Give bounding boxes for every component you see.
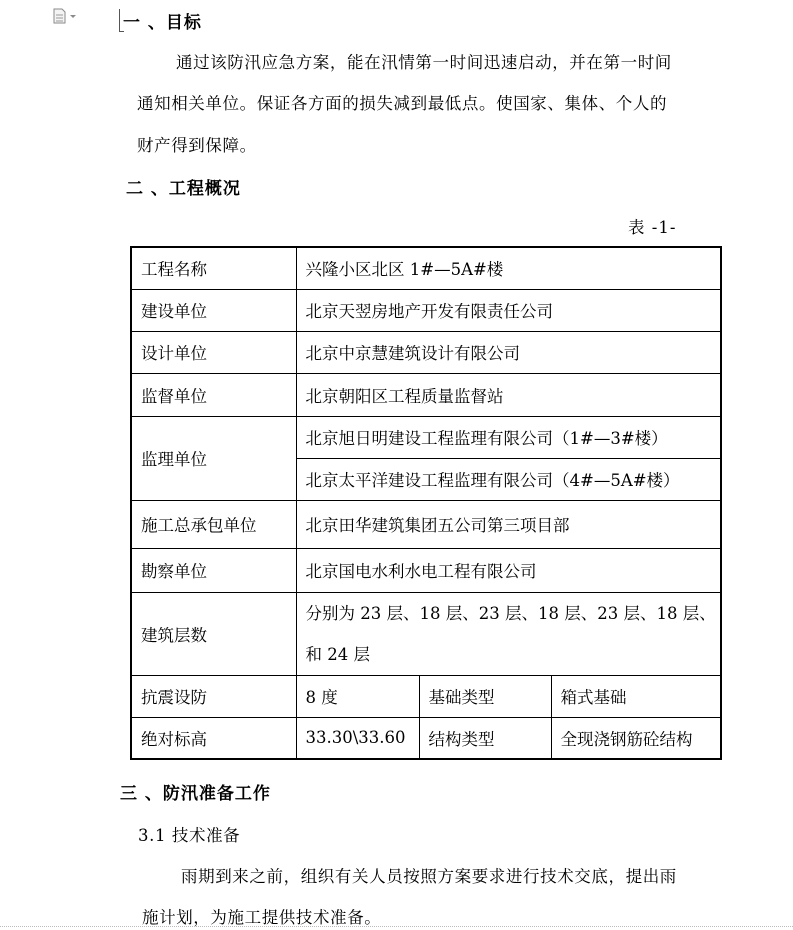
page-bottom-rule: [0, 926, 793, 928]
document-menu-icon[interactable]: [53, 8, 79, 24]
label-supervision-unit: 监理单位: [131, 416, 296, 500]
value-structure-type: 全现浇钢筋砼结构: [551, 717, 721, 759]
table-row: [131, 592, 721, 675]
project-overview-table: [130, 246, 722, 760]
table-row: [131, 247, 721, 289]
label-designer: 设计单位: [131, 331, 296, 373]
value-survey-unit: 北京国电水利水电工程有限公司: [296, 548, 721, 592]
label-floors: 建筑层数: [131, 592, 296, 675]
value-absolute-elevation: 33.30\33.60: [296, 717, 419, 759]
label-seismic: 抗震设防: [131, 675, 296, 717]
label-foundation-type: 基础类型: [419, 675, 551, 717]
value-designer: 北京中京慧建筑设计有限公司: [296, 331, 721, 373]
section-3-1-title: 3.1 技术准备: [138, 826, 241, 845]
table-caption: 表 -1-: [628, 218, 677, 237]
value-project-name: 兴隆小区北区 1#—5A#楼: [296, 247, 721, 289]
table-row: [131, 373, 721, 416]
label-structure-type: 结构类型: [419, 717, 551, 759]
label-project-name: 工程名称: [131, 247, 296, 289]
label-general-contractor: 施工总承包单位: [131, 500, 296, 548]
label-supervisor-station: 监督单位: [131, 373, 296, 416]
value-floors: [296, 592, 721, 675]
label-absolute-elevation: 绝对标高: [131, 717, 296, 759]
table-row: [131, 289, 721, 331]
value-floors-line-1: 分别为 23 层、18 层、23 层、18 层、23 层、18 层、: [305, 603, 716, 623]
section-1-para-line-3: 财产得到保障。: [137, 136, 257, 155]
section-2-title: 二 、工程概况: [126, 179, 241, 199]
section-1-para-line-1: 通过该防汛应急方案，能在汛情第一时间迅速启动，并在第一时间: [176, 53, 672, 72]
table-row: [131, 331, 721, 373]
table-row: [131, 500, 721, 548]
table-row: [131, 717, 721, 759]
value-supervisor-station: 北京朝阳区工程质量监督站: [296, 373, 721, 416]
label-developer: 建设单位: [131, 289, 296, 331]
value-supervision-unit-1: 北京旭日明建设工程监理有限公司（1#—3#楼）: [296, 416, 721, 458]
section-1-title: 一 、目标: [123, 13, 202, 33]
table-row: [131, 675, 721, 717]
value-seismic: 8 度: [296, 675, 419, 717]
label-survey-unit: 勘察单位: [131, 548, 296, 592]
value-floors-line-2: 和 24 层: [305, 644, 370, 664]
section-3-title: 三 、防汛准备工作: [120, 784, 271, 804]
value-developer: 北京天翌房地产开发有限责任公司: [296, 289, 721, 331]
table-row: [131, 416, 721, 458]
section-3-1-para-line-2: 施计划，为施工提供技术准备。: [142, 908, 382, 927]
value-general-contractor: 北京田华建筑集团五公司第三项目部: [296, 500, 721, 548]
table-row: [131, 548, 721, 592]
section-1-para-line-2: 通知相关单位。保证各方面的损失减到最低点。使国家、集体、个人的: [137, 94, 668, 113]
value-supervision-unit-2: 北京太平洋建设工程监理有限公司（4#—5A#楼）: [296, 458, 721, 500]
section-3-1-para-line-1: 雨期到来之前，组织有关人员按照方案要求进行技术交底，提出雨: [181, 867, 677, 886]
value-foundation-type: 箱式基础: [551, 675, 721, 717]
